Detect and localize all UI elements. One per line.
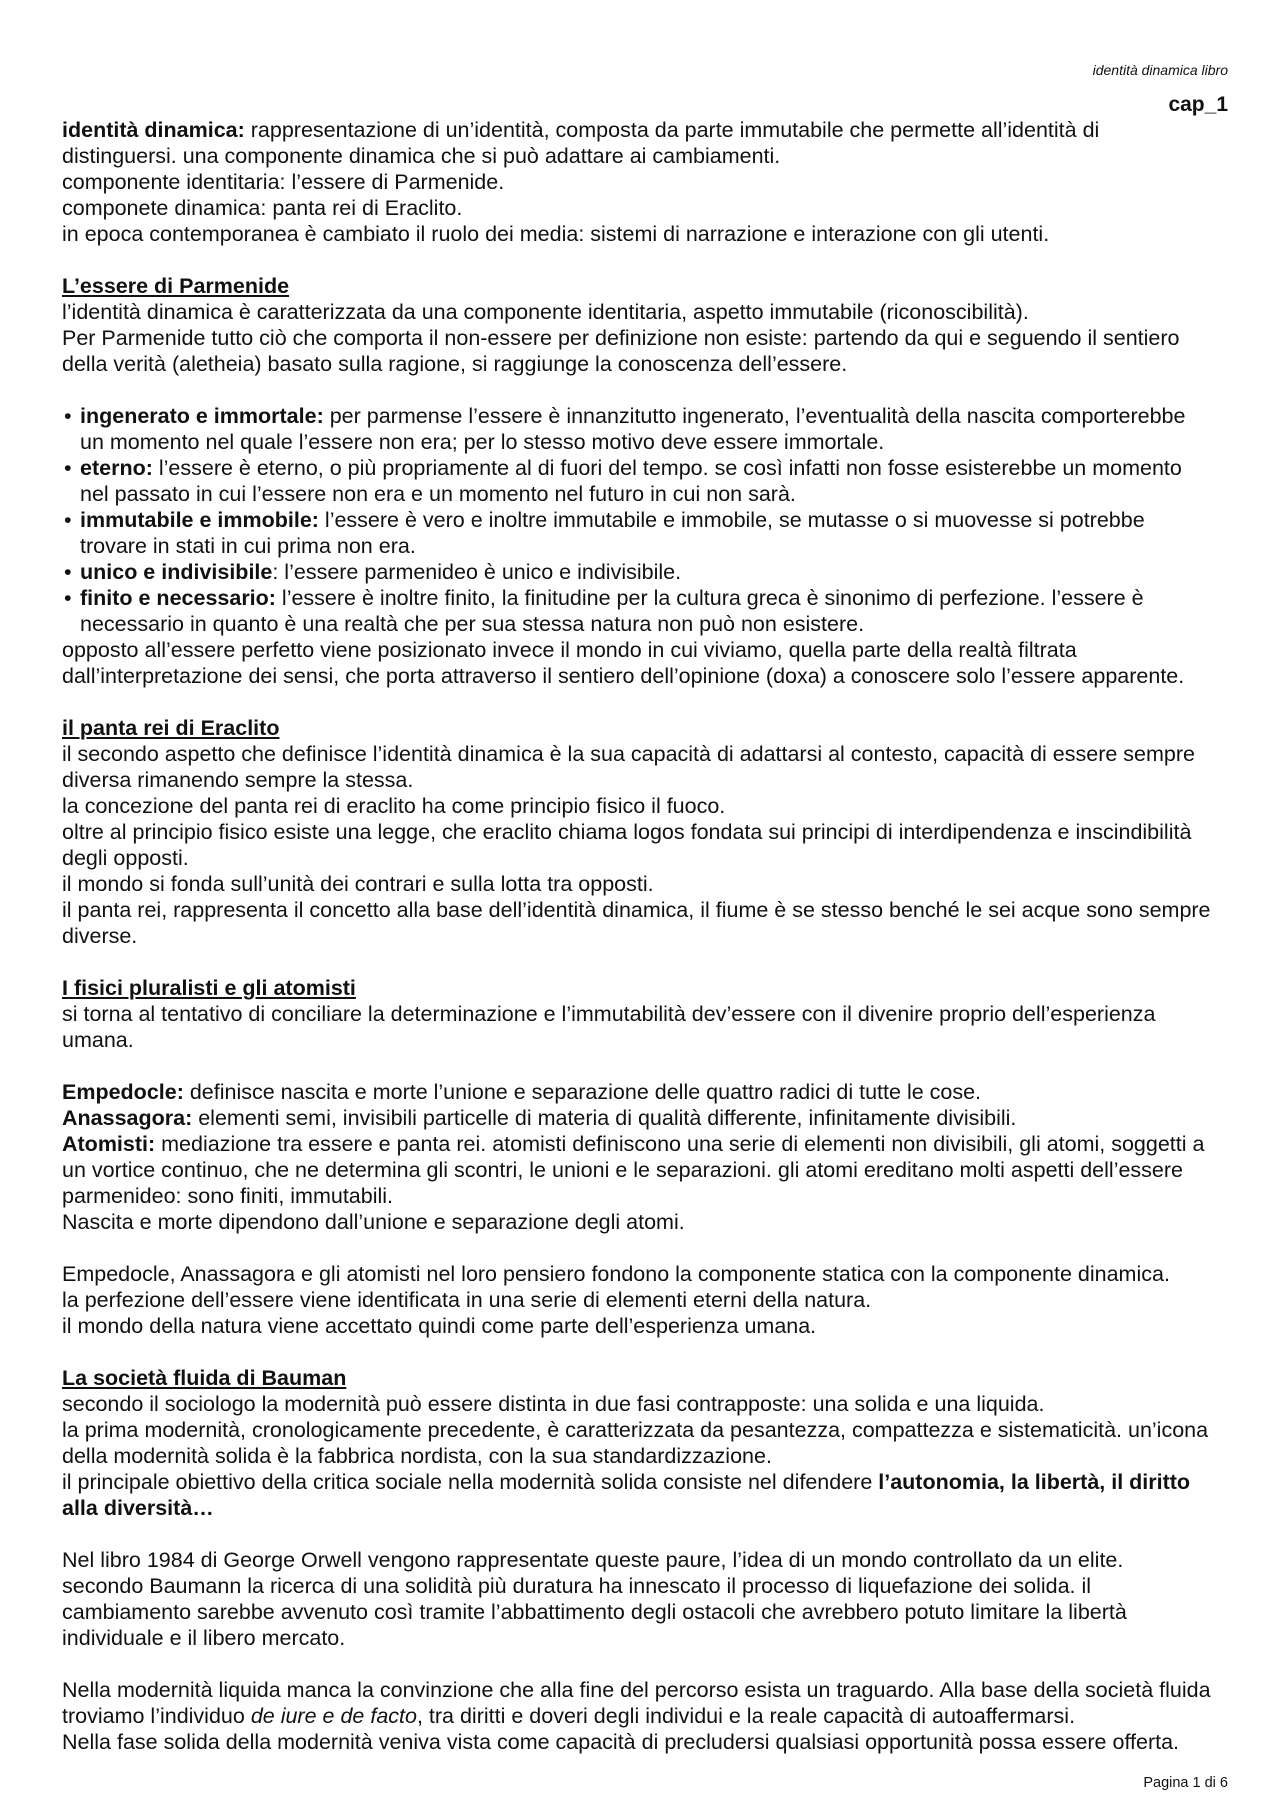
philosopher-name: Empedocle:	[62, 1080, 184, 1104]
list-item	[62, 559, 1242, 585]
list-item	[62, 585, 1242, 637]
section-eraclito	[62, 715, 1242, 949]
section-heading: La società fluida di Bauman	[62, 1366, 347, 1390]
bullet-line	[62, 585, 1242, 611]
paragraph-line: componete dinamica: panta rei di Eraclito.	[62, 196, 463, 220]
blank-line	[62, 247, 1242, 273]
paragraph-line: parmenideo: sono finiti, immutabili.	[62, 1184, 394, 1208]
philosopher-entry	[62, 1079, 1242, 1105]
blank-line	[62, 377, 1242, 403]
paragraph-line: Per Parmenide tutto ciò che comporta il non-essere per definizione non esiste: partendo da qui e seguendo il sentiero	[62, 326, 1180, 350]
chapter-label: cap_1	[1168, 93, 1228, 116]
blank-line	[62, 1235, 1242, 1261]
blank-line	[62, 1339, 1242, 1365]
paragraph-line: il panta rei, rappresenta il concetto alla base dell’identità dinamica, il fiume è se stesso benché le sei acque sono sempre	[62, 898, 1211, 922]
paragraph-line: l’identità dinamica è caratterizzata da una componente identitaria, aspetto immutabile (riconoscibilità).	[62, 300, 1029, 324]
paragraph-line: secondo il sociologo la modernità può essere distinta in due fasi contrapposte: una solida e una liquida.	[62, 1392, 1045, 1416]
list-item	[62, 403, 1242, 455]
paragraph-line: diversa rimanendo sempre la stessa.	[62, 768, 414, 792]
bullet-term: ingenerato e immortale:	[80, 404, 324, 428]
philosopher-name: Anassagora:	[62, 1106, 193, 1130]
blank-line	[62, 689, 1242, 715]
bullet-marker	[64, 403, 72, 429]
paragraph-line: secondo Baumann la ricerca di una solidità più duratura ha innescato il processo di liquefazione dei solida. il	[62, 1574, 1092, 1598]
paragraph-line: la concezione del panta rei di eraclito ha come principio fisico il fuoco.	[62, 794, 726, 818]
bullet-line	[62, 403, 1242, 429]
philosopher-text: elementi semi, invisibili particelle di materia di qualità differente, infinitamente divisibili.	[192, 1106, 1017, 1130]
paragraph-line: della verità (aletheia) basato sulla ragione, si raggiunge la conoscenza dell’essere.	[62, 352, 848, 376]
paragraph-line: un vortice continuo, che ne determina gli scontri, le unioni e le separazioni. gli atomi ereditano molti aspetti dell’essere	[62, 1158, 1184, 1182]
paragraph-line: Nascita e morte dipendono dall’unione e separazione degli atomi.	[62, 1210, 685, 1234]
paragraph-line: la prima modernità, cronologicamente precedente, è caratterizzata da pesantezza, compattezza e sistematicità. un’icona	[62, 1418, 1209, 1442]
paragraph-line: degli opposti.	[62, 846, 189, 870]
section-parmenide	[62, 273, 1242, 689]
paragraph-line: individuale e il libero mercato.	[62, 1626, 346, 1650]
paragraph-line: diverse.	[62, 924, 138, 948]
bullet-continuation: un momento nel quale l’essere non era; per lo stesso motivo deve essere immortale.	[80, 430, 885, 454]
paragraph-line: Empedocle, Anassagora e gli atomisti nel loro pensiero fondono la componente statica con la componente dinamica.	[62, 1262, 1170, 1286]
latin-phrase: de iure e de facto	[250, 1704, 417, 1728]
paragraph-line: il mondo della natura viene accettato quindi come parte dell’esperienza umana.	[62, 1314, 817, 1338]
section-heading: il panta rei di Eraclito	[62, 716, 280, 740]
critique-emphasis: l’autonomia, la libertà, il diritto	[878, 1470, 1191, 1494]
bullet-marker	[64, 455, 72, 481]
bullet-continuation: trovare in stati in cui prima non era.	[80, 534, 416, 558]
paragraph-line	[62, 117, 1242, 143]
bullet-term: immutabile e immobile:	[80, 508, 319, 532]
critique-text: il principale obiettivo della critica sociale nella modernità solida consiste nel difendere	[62, 1470, 879, 1494]
bullet-term: unico e indivisibile	[80, 560, 273, 584]
paragraph-line: il mondo si fonda sull’unità dei contrari e sulla lotta tra opposti.	[62, 872, 654, 896]
bullet-continuation: necessario in quanto è una realtà che per sua stessa natura non può non esistere.	[80, 612, 865, 636]
paragraph-line: Nella modernità liquida manca la convinzione che alla fine del percorso esista un traguardo. Alla base della società fluida	[62, 1678, 1211, 1702]
section-heading: I fisici pluralisti e gli atomisti	[62, 976, 356, 1000]
paragraph-line: Nel libro 1984 di George Orwell vengono rappresentate queste paure, l’idea di un mondo controllato da un elite.	[62, 1548, 1124, 1572]
paragraph-line: dall’interpretazione dei sensi, che porta attraverso il sentiero dell’opinione (doxa) a conoscere solo l’essere apparente.	[62, 664, 1185, 688]
philosopher-text: definisce nascita e morte l’unione e separazione delle quattro radici di tutte le cose.	[183, 1080, 982, 1104]
philosopher-text: mediazione tra essere e panta rei. atomisti definiscono una serie di elementi non divisibili, gli atomi, soggetti a	[155, 1132, 1205, 1156]
paragraph-line: opposto all’essere perfetto viene posizionato invece il mondo in cui viviamo, quella parte della realtà filtrata	[62, 638, 1077, 662]
list-item	[62, 507, 1242, 559]
bullet-marker	[64, 507, 72, 533]
paragraph-line	[62, 1703, 1242, 1729]
paragraph-line: oltre al principio fisico esiste una legge, che eraclito chiama logos fondata sui principi di interdipendenza e inscindibilità	[62, 820, 1192, 844]
paragraph-line: distinguersi. una componente dinamica che si può adattare ai cambiamenti.	[62, 144, 781, 168]
philosopher-entry	[62, 1131, 1242, 1157]
list-item	[62, 455, 1242, 507]
bullet-marker	[64, 585, 72, 611]
paragraph-line: Nella fase solida della modernità veniva vista come capacità di precludersi qualsiasi opportunità possa essere offerta.	[62, 1730, 1180, 1754]
definition-text: rappresentazione di un’identità, composta da parte immutabile che permette all’identità di	[244, 118, 1100, 142]
paragraph-line: della modernità solida è la fabbrica nordista, con la sua standardizzazione.	[62, 1444, 772, 1468]
line-text: , tra diritti e doveri degli individui e la reale capacità di autoaffermarsi.	[416, 1704, 1076, 1728]
bullet-text: l’essere è vero e inoltre immutabile e immobile, se mutasse o si muovesse si potrebbe	[318, 508, 1145, 532]
section-pluralisti	[62, 975, 1242, 1339]
paragraph-line: la perfezione dell’essere viene identificata in una serie di elementi eterni della natura.	[62, 1288, 872, 1312]
philosopher-name: Atomisti:	[62, 1132, 156, 1156]
bullet-marker	[64, 559, 72, 585]
bullet-text: l’essere è inoltre finito, la finitudine per la cultura greca è sinonimo di perfezione. l’essere è	[275, 586, 1144, 610]
blank-line	[62, 1521, 1242, 1547]
bullet-list	[62, 403, 1242, 637]
definition-term: identità dinamica:	[62, 118, 245, 142]
paragraph-line: in epoca contemporanea è cambiato il ruolo dei media: sistemi di narrazione e interazione con gli utenti.	[62, 222, 1050, 246]
bullet-line	[62, 507, 1242, 533]
bullet-text: per parmense l’essere è innanzitutto ingenerato, l’eventualità della nascita comporterebbe	[323, 404, 1186, 428]
section-intro	[62, 117, 1242, 247]
section-heading: L’essere di Parmenide	[62, 274, 290, 298]
bullet-line	[62, 559, 1242, 585]
document-title: identità dinamica libro	[1092, 62, 1228, 78]
document-body	[62, 117, 1242, 1755]
line-text: troviamo l’individuo	[62, 1704, 251, 1728]
paragraph-line	[62, 1469, 1242, 1495]
blank-line	[62, 1053, 1242, 1079]
bullet-term: eterno:	[80, 456, 153, 480]
bullet-text: : l’essere parmenideo è unico e indivisibile.	[272, 560, 682, 584]
page-number: Pagina 1 di 6	[1143, 1775, 1228, 1791]
paragraph-line: componente identitaria: l’essere di Parmenide.	[62, 170, 505, 194]
philosopher-entry	[62, 1105, 1242, 1131]
blank-line	[62, 949, 1242, 975]
bullet-line	[62, 455, 1242, 481]
critique-emphasis: alla diversità…	[62, 1496, 214, 1520]
section-bauman	[62, 1365, 1242, 1755]
bullet-term: finito e necessario:	[80, 586, 276, 610]
paragraph-line: cambiamento sarebbe avvenuto così tramite l’abbattimento degli ostacoli che avrebbero potuto limitare la libertà	[62, 1600, 1127, 1624]
paragraph-line: si torna al tentativo di conciliare la determinazione e l’immutabilità dev’essere con il divenire proprio dell’esperienza	[62, 1002, 1156, 1026]
bullet-text: l’essere è eterno, o più propriamente al di fuori del tempo. se così infatti non fosse esisterebbe un momento	[152, 456, 1182, 480]
paragraph-line: umana.	[62, 1028, 134, 1052]
bullet-continuation: nel passato in cui l’essere non era e un momento nel futuro in cui non sarà.	[80, 482, 796, 506]
paragraph-line: il secondo aspetto che definisce l’identità dinamica è la sua capacità di adattarsi al contesto, capacità di essere sempre	[62, 742, 1195, 766]
blank-line	[62, 1651, 1242, 1677]
